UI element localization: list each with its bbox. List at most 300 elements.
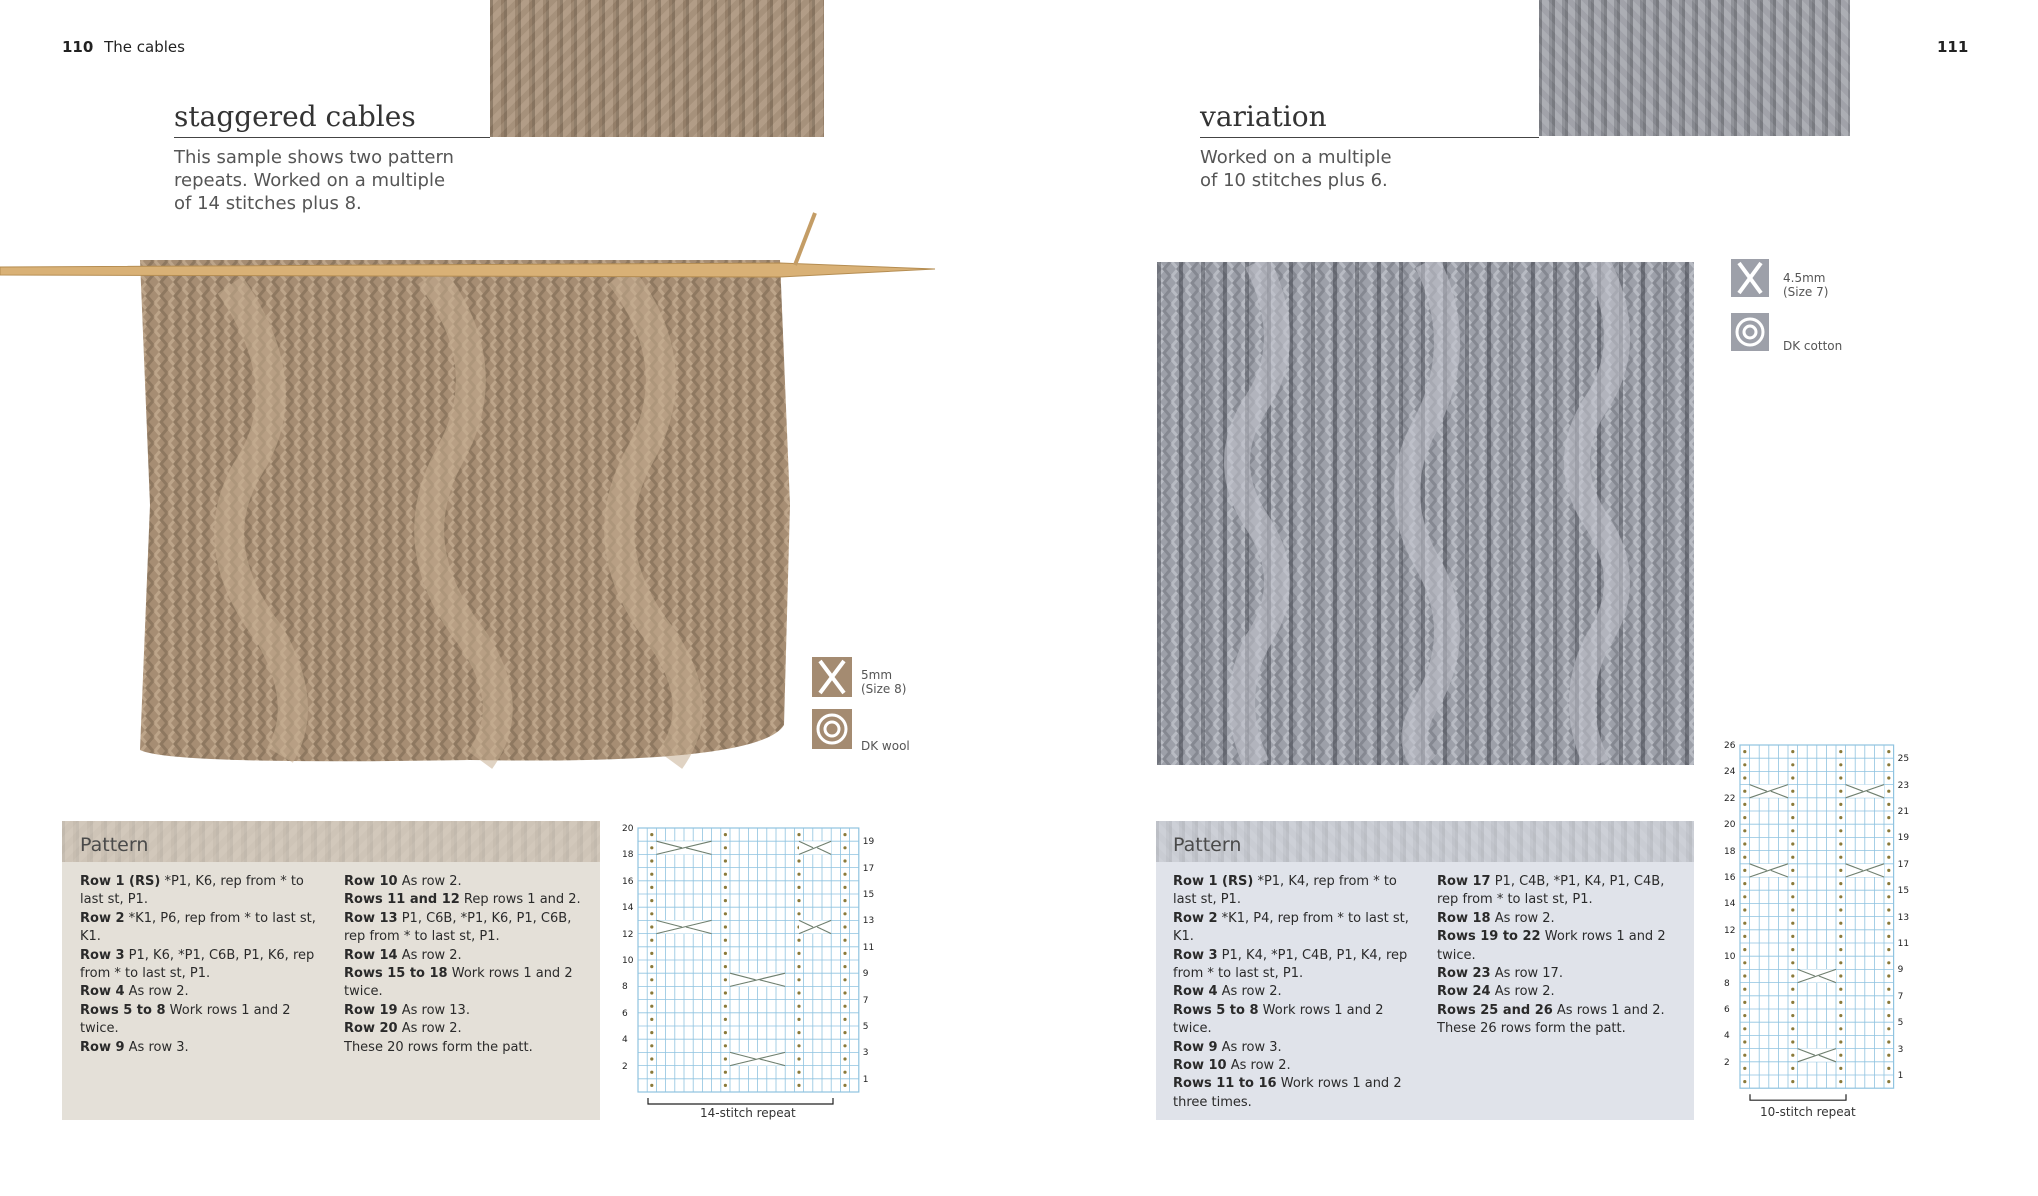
- pattern-row: These 20 rows form the patt.: [344, 1039, 533, 1055]
- chart-row-number: 12: [1724, 925, 1736, 936]
- purl-dot: [724, 978, 727, 981]
- purl-dot: [1743, 908, 1746, 911]
- chart-row-number: 25: [1897, 754, 1910, 765]
- purl-dot: [1887, 842, 1890, 845]
- purl-dot: [1743, 882, 1746, 885]
- purl-dot: [724, 991, 727, 994]
- chart-row-number: 19: [1897, 833, 1910, 844]
- purl-dot: [843, 912, 846, 915]
- purl-dot: [843, 991, 846, 994]
- pattern-row: Row 10 As row 2.: [344, 874, 462, 889]
- pattern-row: Row 14 As row 2.: [344, 947, 462, 963]
- purl-dot: [1887, 1067, 1890, 1070]
- purl-dot: [1887, 829, 1890, 832]
- purl-dot: [650, 965, 653, 968]
- purl-dot: [1791, 974, 1794, 977]
- right-intro-line: Worked on a multiple: [1200, 147, 1392, 168]
- purl-dot: [1791, 1014, 1794, 1017]
- chart-row-number: 18: [622, 850, 634, 861]
- purl-dot: [797, 1057, 800, 1060]
- chart-row-number: 3: [1897, 1044, 1904, 1055]
- left-title-rule: [174, 137, 490, 138]
- purl-dot: [724, 846, 727, 849]
- pattern-row: Row 13 P1, C6B, *P1, K6, P1, C6B, rep from * to last st, P1.: [344, 910, 572, 945]
- purl-dot: [1839, 1067, 1842, 1070]
- purl-dot: [1839, 776, 1842, 779]
- chart-row-number: 16: [622, 876, 634, 887]
- left-intro-line: This sample shows two pattern: [174, 147, 454, 168]
- pattern-row: Rows 5 to 8 Work rows 1 and 2 twice.: [80, 1002, 291, 1037]
- chart-row-number: 10: [622, 956, 634, 966]
- purl-dot: [1743, 776, 1746, 779]
- purl-dot: [843, 1031, 846, 1034]
- chart-row-number: 15: [862, 890, 875, 900]
- pattern-row: Rows 25 and 26 As rows 1 and 2.: [1437, 1002, 1665, 1018]
- pattern-row: Row 2 *K1, P4, rep from * to last st, K1.: [1173, 910, 1409, 945]
- purl-dot: [1743, 1080, 1746, 1083]
- pattern-row: Row 19 As row 13.: [344, 1002, 470, 1018]
- purl-dot: [1791, 1054, 1794, 1057]
- chart-row-number: 22: [1724, 793, 1736, 804]
- right-detail-photo: [1539, 0, 1850, 136]
- purl-dot: [1839, 948, 1842, 951]
- chart-row-number: 10: [1724, 952, 1736, 963]
- needle-size-mm: 4.5mm: [1783, 271, 1826, 285]
- purl-dot: [1791, 988, 1794, 991]
- purl-dot: [1839, 829, 1842, 832]
- purl-dot: [1743, 750, 1746, 753]
- purl-dot: [650, 859, 653, 862]
- purl-dot: [1791, 948, 1794, 951]
- purl-dot: [1887, 1040, 1890, 1043]
- needle-size-us: (Size 7): [1783, 285, 1829, 299]
- right-swatch-photo: [1157, 262, 1694, 765]
- purl-dot: [724, 965, 727, 968]
- purl-dot: [650, 886, 653, 889]
- pattern-row: Row 1 (RS) *P1, K4, rep from * to last st, P1.: [1173, 874, 1397, 908]
- purl-dot: [843, 978, 846, 981]
- purl-dot: [797, 899, 800, 902]
- purl-dot: [1743, 1040, 1746, 1043]
- purl-dot: [1839, 961, 1842, 964]
- purl-dot: [1839, 988, 1842, 991]
- chart-row-number: 15: [1897, 886, 1910, 897]
- yarn-tail: [795, 213, 815, 265]
- purl-dot: [843, 1057, 846, 1060]
- chart-row-number: 19: [862, 837, 875, 848]
- purl-dot: [1839, 1014, 1842, 1017]
- pattern-row: Row 20 As row 2.: [344, 1021, 462, 1037]
- purl-dot: [1743, 1054, 1746, 1057]
- purl-dot: [1839, 922, 1842, 925]
- purl-dot: [650, 1031, 653, 1034]
- purl-dot: [724, 1071, 727, 1074]
- purl-dot: [724, 873, 727, 876]
- purl-dot: [650, 1071, 653, 1074]
- purl-dot: [843, 1044, 846, 1047]
- purl-dot: [1791, 803, 1794, 806]
- purl-dot: [797, 1018, 800, 1021]
- purl-dot: [1839, 974, 1842, 977]
- purl-dot: [1791, 961, 1794, 964]
- purl-dot: [1839, 856, 1842, 859]
- pattern-row: Rows 11 to 16 Work rows 1 and 2 three times.: [1173, 1076, 1402, 1110]
- left-chart-grid: [620, 820, 940, 1120]
- purl-dot: [1743, 816, 1746, 819]
- purl-dot: [1791, 908, 1794, 911]
- yarn-type-icon: [812, 709, 852, 749]
- chart-row-number: 20: [622, 824, 634, 834]
- purl-dot: [1791, 816, 1794, 819]
- purl-dot: [1791, 1040, 1794, 1043]
- purl-dot: [1887, 1001, 1890, 1004]
- yarn-type-icon: [1731, 313, 1769, 351]
- needle-size-icon: [1731, 259, 1769, 297]
- purl-dot: [1839, 763, 1842, 766]
- purl-dot: [650, 833, 653, 836]
- purl-dot: [1887, 882, 1890, 885]
- purl-dot: [1839, 1001, 1842, 1004]
- purl-dot: [797, 1084, 800, 1087]
- purl-dot: [843, 1018, 846, 1021]
- purl-dot: [724, 899, 727, 902]
- chart-row-number: 9: [1897, 965, 1904, 976]
- purl-dot: [650, 939, 653, 942]
- pattern-row: Row 9 As row 3.: [1173, 1039, 1282, 1055]
- purl-dot: [1887, 961, 1890, 964]
- purl-dot: [724, 1005, 727, 1008]
- chart-row-number: 6: [1724, 1005, 1730, 1015]
- purl-dot: [1887, 856, 1890, 859]
- purl-dot: [843, 952, 846, 955]
- chart-row-number: 12: [622, 929, 634, 940]
- purl-dot: [1839, 790, 1842, 793]
- left-repeat-label: 14-stitch repeat: [700, 1106, 796, 1120]
- purl-dot: [650, 912, 653, 915]
- purl-dot: [1743, 895, 1746, 898]
- chart-row-number: 1: [862, 1074, 869, 1085]
- purl-dot: [1887, 1014, 1890, 1017]
- chart-row-number: 3: [862, 1048, 869, 1059]
- purl-dot: [724, 925, 727, 928]
- purl-dot: [1839, 1040, 1842, 1043]
- left-stitch-chart: [620, 820, 940, 1120]
- left-pattern-col1: [80, 873, 322, 1057]
- purl-dot: [724, 952, 727, 955]
- chart-row-number: 26: [1724, 741, 1736, 751]
- purl-dot: [1839, 869, 1842, 872]
- left-pattern-col2: [344, 873, 584, 1057]
- purl-dot: [650, 925, 653, 928]
- purl-dot: [843, 833, 846, 836]
- right-page-number: 111: [1937, 38, 1969, 56]
- purl-dot: [1887, 974, 1890, 977]
- purl-dot: [1887, 988, 1890, 991]
- purl-dot: [1887, 750, 1890, 753]
- purl-dot: [843, 886, 846, 889]
- purl-dot: [1887, 948, 1890, 951]
- purl-dot: [1791, 763, 1794, 766]
- purl-dot: [650, 978, 653, 981]
- right-yarn-type: DK cotton: [1783, 339, 1843, 353]
- pattern-row: Row 24 As row 2.: [1437, 984, 1555, 1000]
- purl-dot: [1887, 763, 1890, 766]
- left-intro-line: repeats. Worked on a multiple: [174, 170, 446, 191]
- purl-dot: [724, 1031, 727, 1034]
- right-title-rule: [1200, 137, 1539, 138]
- purl-dot: [1791, 935, 1794, 938]
- purl-dot: [1743, 961, 1746, 964]
- right-intro-line: of 10 stitches plus 6.: [1200, 170, 1388, 191]
- purl-dot: [1791, 776, 1794, 779]
- purl-dot: [843, 859, 846, 862]
- purl-dot: [1887, 1054, 1890, 1057]
- purl-dot: [797, 965, 800, 968]
- left-pattern-heading: Pattern: [80, 834, 149, 856]
- purl-dot: [1791, 869, 1794, 872]
- pattern-row: Rows 19 to 22 Work rows 1 and 2 twice.: [1437, 929, 1666, 963]
- pattern-row: Rows 11 and 12 Rep rows 1 and 2.: [344, 892, 581, 908]
- chart-row-number: 18: [1724, 846, 1736, 857]
- pattern-row: Row 3 P1, K6, *P1, C6B, P1, K6, rep from * to last st, P1.: [80, 947, 315, 982]
- purl-dot: [1887, 1080, 1890, 1083]
- chart-row-number: 14: [1724, 899, 1736, 910]
- chart-row-number: 11: [1897, 939, 1910, 949]
- repeat-bracket: [1750, 1094, 1846, 1100]
- purl-dot: [1791, 750, 1794, 753]
- chart-row-number: 5: [862, 1022, 869, 1032]
- purl-dot: [1791, 882, 1794, 885]
- purl-dot: [1743, 988, 1746, 991]
- chart-row-number: 24: [1724, 767, 1736, 778]
- purl-dot: [1743, 974, 1746, 977]
- needle-size-icon: [812, 657, 852, 697]
- purl-dot: [797, 939, 800, 942]
- purl-dot: [843, 899, 846, 902]
- chart-row-number: 21: [1897, 807, 1910, 817]
- chart-row-number: 11: [862, 942, 875, 953]
- purl-dot: [1791, 895, 1794, 898]
- pattern-row: Row 17 P1, C4B, *P1, K4, P1, C4B, rep from * to last st, P1.: [1437, 874, 1665, 908]
- purl-dot: [843, 965, 846, 968]
- left-page-number: 110: [62, 38, 94, 56]
- purl-dot: [650, 1018, 653, 1021]
- purl-dot: [1839, 895, 1842, 898]
- purl-dot: [1839, 750, 1842, 753]
- purl-dot: [1791, 842, 1794, 845]
- purl-dot: [650, 1057, 653, 1060]
- purl-dot: [724, 1084, 727, 1087]
- purl-dot: [1839, 816, 1842, 819]
- purl-dot: [1839, 842, 1842, 845]
- purl-dot: [1839, 882, 1842, 885]
- purl-dot: [1887, 790, 1890, 793]
- purl-dot: [650, 846, 653, 849]
- pattern-row: Row 4 As row 2.: [1173, 984, 1282, 1000]
- purl-dot: [843, 925, 846, 928]
- purl-dot: [1791, 1080, 1794, 1083]
- right-chart-grid: [1718, 740, 1968, 1125]
- purl-dot: [797, 991, 800, 994]
- chart-row-number: 6: [622, 1008, 628, 1019]
- chart-row-number: 1: [1897, 1071, 1904, 1081]
- left-pattern-box: [62, 821, 600, 1120]
- pattern-row: Row 9 As row 3.: [80, 1039, 189, 1055]
- chart-row-number: 2: [622, 1061, 628, 1072]
- purl-dot: [1743, 790, 1746, 793]
- purl-dot: [1887, 1027, 1890, 1030]
- chart-row-number: 16: [1724, 873, 1736, 883]
- purl-dot: [797, 1031, 800, 1034]
- left-needle-size: [861, 668, 906, 696]
- purl-dot: [1791, 790, 1794, 793]
- chart-row-number: 4: [622, 1035, 628, 1046]
- needle-size-mm: 5mm: [861, 668, 893, 682]
- purl-dot: [1791, 829, 1794, 832]
- purl-dot: [650, 1044, 653, 1047]
- purl-dot: [797, 912, 800, 915]
- purl-dot: [1887, 908, 1890, 911]
- purl-dot: [797, 886, 800, 889]
- purl-dot: [843, 939, 846, 942]
- purl-dot: [1887, 869, 1890, 872]
- purl-dot: [1887, 803, 1890, 806]
- chart-row-number: 8: [622, 982, 628, 993]
- purl-dot: [1887, 816, 1890, 819]
- pattern-row: Rows 5 to 8 Work rows 1 and 2 twice.: [1173, 1002, 1384, 1037]
- chart-row-number: 2: [1724, 1057, 1730, 1068]
- chart-row-number: 17: [862, 863, 875, 874]
- purl-dot: [1743, 763, 1746, 766]
- chart-row-number: 17: [1897, 859, 1910, 870]
- purl-dot: [724, 859, 727, 862]
- purl-dot: [797, 1071, 800, 1074]
- purl-dot: [1743, 1014, 1746, 1017]
- pattern-row: Row 2 *K1, P6, rep from * to last st, K1.: [80, 910, 316, 945]
- purl-dot: [797, 859, 800, 862]
- purl-dot: [797, 1005, 800, 1008]
- chart-row-number: 7: [1897, 991, 1904, 1002]
- purl-dot: [797, 978, 800, 981]
- purl-dot: [1839, 1027, 1842, 1030]
- right-pattern-col2: [1437, 873, 1677, 1039]
- left-yarn-type: DK wool: [861, 739, 910, 753]
- chart-row-number: 4: [1724, 1031, 1730, 1042]
- purl-dot: [724, 939, 727, 942]
- right-repeat-label: 10-stitch repeat: [1760, 1105, 1856, 1119]
- purl-dot: [843, 846, 846, 849]
- purl-dot: [843, 873, 846, 876]
- purl-dot: [724, 833, 727, 836]
- purl-dot: [1887, 776, 1890, 779]
- purl-dot: [1887, 935, 1890, 938]
- purl-dot: [1743, 869, 1746, 872]
- pattern-row: Row 23 As row 17.: [1437, 966, 1563, 982]
- purl-dot: [843, 1071, 846, 1074]
- left-folio: [62, 38, 185, 56]
- purl-dot: [650, 952, 653, 955]
- chart-row-number: 5: [1897, 1018, 1904, 1029]
- chart-row-number: 9: [862, 969, 869, 980]
- purl-dot: [1839, 908, 1842, 911]
- purl-dot: [1887, 922, 1890, 925]
- purl-dot: [1791, 856, 1794, 859]
- purl-dot: [1743, 856, 1746, 859]
- purl-dot: [724, 1057, 727, 1060]
- chart-row-number: 14: [622, 903, 634, 914]
- chart-row-number: 13: [1897, 912, 1910, 923]
- purl-dot: [1743, 829, 1746, 832]
- purl-dot: [1743, 935, 1746, 938]
- purl-dot: [1743, 1027, 1746, 1030]
- left-section-name: The cables: [104, 38, 185, 56]
- purl-dot: [797, 833, 800, 836]
- left-intro-line: of 14 stitches plus 8.: [174, 193, 362, 214]
- pattern-row: Row 4 As row 2.: [80, 984, 189, 1000]
- repeat-bracket: [648, 1098, 833, 1104]
- pattern-row: Rows 15 to 18 Work rows 1 and 2 twice.: [344, 966, 573, 1000]
- purl-dot: [1791, 1067, 1794, 1070]
- purl-dot: [797, 952, 800, 955]
- pattern-row: These 26 rows form the patt.: [1437, 1021, 1626, 1037]
- purl-dot: [1839, 935, 1842, 938]
- purl-dot: [724, 1018, 727, 1021]
- purl-dot: [724, 912, 727, 915]
- chart-row-number: 20: [1724, 820, 1736, 831]
- right-pattern-heading: Pattern: [1173, 834, 1242, 856]
- left-title: staggered cables: [174, 100, 416, 133]
- pattern-row: Row 3 P1, K4, *P1, C4B, P1, K4, rep from * to last st, P1.: [1173, 947, 1408, 982]
- purl-dot: [1743, 842, 1746, 845]
- purl-dot: [650, 873, 653, 876]
- purl-dot: [650, 1084, 653, 1087]
- purl-dot: [1839, 1080, 1842, 1083]
- right-stitch-chart: [1718, 740, 1968, 1125]
- purl-dot: [1839, 803, 1842, 806]
- purl-dot: [1791, 1027, 1794, 1030]
- chart-row-number: 23: [1897, 780, 1910, 791]
- purl-dot: [797, 1044, 800, 1047]
- purl-dot: [1839, 1054, 1842, 1057]
- chart-row-number: 8: [1724, 978, 1730, 989]
- chart-row-number: 7: [862, 995, 869, 1006]
- chart-row-number: 13: [862, 916, 875, 927]
- purl-dot: [843, 1084, 846, 1087]
- right-intro: [1200, 146, 1392, 192]
- purl-dot: [1791, 1001, 1794, 1004]
- purl-dot: [650, 991, 653, 994]
- purl-dot: [1887, 895, 1890, 898]
- purl-dot: [724, 1044, 727, 1047]
- purl-dot: [650, 899, 653, 902]
- purl-dot: [724, 886, 727, 889]
- needle-size-us: (Size 8): [861, 682, 907, 696]
- right-pattern-box: [1156, 821, 1694, 1120]
- pattern-row: Row 18 As row 2.: [1437, 910, 1555, 926]
- pattern-row: Row 1 (RS) *P1, K6, rep from * to last st, P1.: [80, 874, 304, 908]
- purl-dot: [1791, 922, 1794, 925]
- purl-dot: [1743, 922, 1746, 925]
- right-needle-size: [1783, 271, 1828, 299]
- right-pattern-col1: [1173, 873, 1417, 1112]
- purl-dot: [1743, 803, 1746, 806]
- purl-dot: [1743, 1001, 1746, 1004]
- purl-dot: [1743, 948, 1746, 951]
- purl-dot: [650, 1005, 653, 1008]
- pattern-row: Row 10 As row 2.: [1173, 1058, 1291, 1074]
- purl-dot: [843, 1005, 846, 1008]
- purl-dot: [1743, 1067, 1746, 1070]
